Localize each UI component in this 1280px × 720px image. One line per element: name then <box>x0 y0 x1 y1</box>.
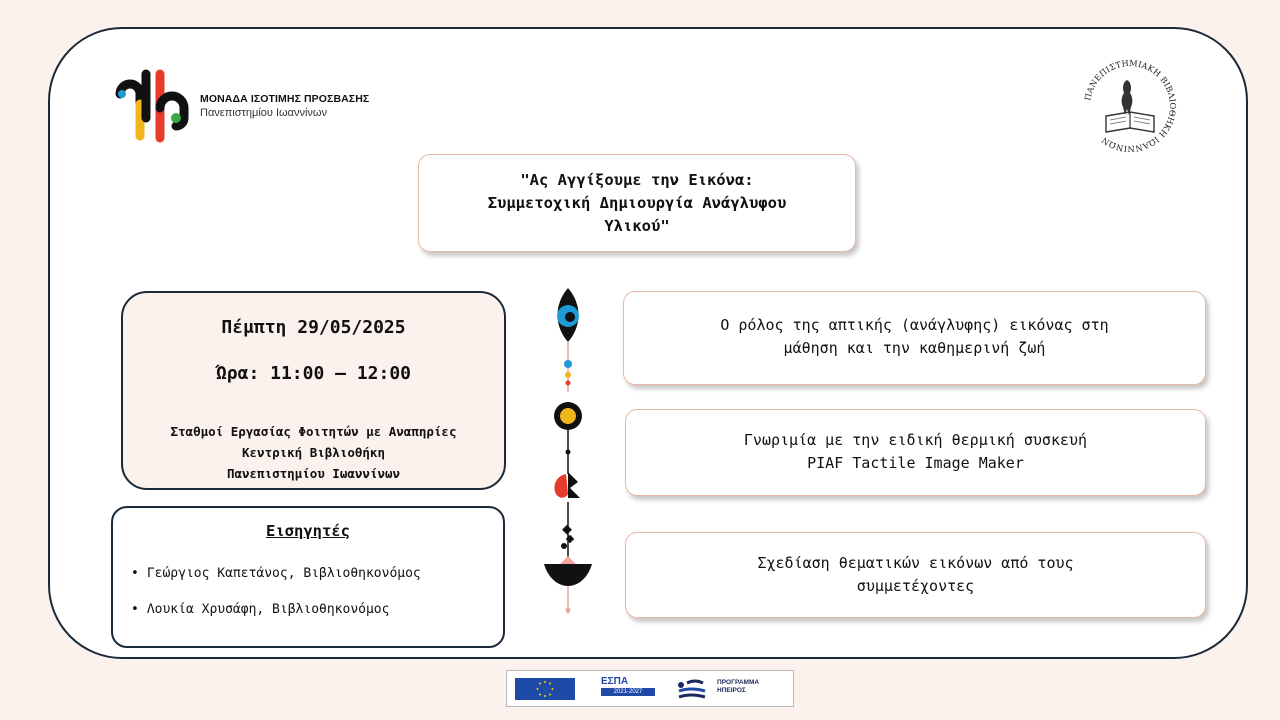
funding-logos <box>506 670 794 707</box>
event-title <box>418 154 856 252</box>
espa-years: 2021-2027 <box>601 688 655 696</box>
equal-access-logo-icon <box>110 66 192 146</box>
program-label <box>717 679 759 695</box>
venue-line-1: Σταθμοί Εργασίας Φοιτητών με Αναπηρίες <box>170 424 457 439</box>
event-venue <box>123 421 504 484</box>
title-line-2: Συμμετοχική Δημιουργία Ανάγλυφου <box>487 193 787 212</box>
venue-line-2: Κεντρική Βιβλιοθήκη <box>242 445 385 460</box>
event-date: Πέμπτη 29/05/2025 <box>221 317 406 338</box>
unit-university: Πανεπιστημίου Ιωαννίνων <box>200 107 327 119</box>
topic-line: μάθηση και την καθημερινή ζωή <box>783 339 1046 357</box>
speaker-name: Γεώργιος Καπετάνος, Βιβλιοθηκονόμος <box>146 566 421 581</box>
seal-text: ΠΑΝΕΠΙΣΤΗΜΙΑΚΗ ΒΙΒΛΙΟΘΗΚΗ ΙΩΑΝΝΙΝΩΝ <box>1082 58 1178 154</box>
bowl-shape-icon <box>544 564 592 586</box>
bullet-icon: • <box>131 602 139 617</box>
topic-line: Ο ρόλος της απτικής (ανάγλυφης) εικόνας στη <box>720 316 1109 334</box>
topic-line: Σχεδίαση θεματικών εικόνων από τους <box>757 554 1074 572</box>
speaker-name: Λουκία Χρυσάφη, Βιβλιοθηκονόμος <box>146 602 390 617</box>
topic-item <box>625 532 1206 618</box>
topic-item <box>623 291 1206 385</box>
library-seal-icon <box>1082 58 1178 154</box>
program-line-2: ΗΠΕΙΡΟΣ <box>717 687 746 694</box>
speakers-heading: Εισηγητές <box>266 522 350 540</box>
topic-line: PIAF Tactile Image Maker <box>807 454 1024 472</box>
program-mark-icon <box>673 677 713 701</box>
title-line-1: "Ας Αγγίξουμε την Εικόνα: <box>520 170 754 189</box>
espa-label: ΕΣΠΑ <box>601 676 629 687</box>
topic-line: συμμετέχοντες <box>856 577 975 595</box>
leaf-shape-icon <box>554 474 568 498</box>
unit-logo <box>110 66 369 146</box>
bullet-icon: • <box>131 566 139 581</box>
title-line-3: Υλικού" <box>604 216 670 235</box>
eu-flag-icon <box>515 678 575 700</box>
topic-item <box>625 409 1206 496</box>
program-line-1: ΠΡΟΓΡΑΜΜΑ <box>717 679 760 686</box>
speakers-panel <box>111 506 505 648</box>
speaker-item <box>131 566 421 581</box>
decorative-column <box>540 284 596 620</box>
event-details <box>121 291 506 490</box>
topic-line: Γνωριμία με την ειδική θερμική συσκευή <box>743 431 1088 449</box>
venue-line-3: Πανεπιστημίου Ιωαννίνων <box>226 466 401 481</box>
speaker-item <box>131 602 389 617</box>
event-time: Ώρα: 11:00 – 12:00 <box>215 363 412 384</box>
unit-name: ΜΟΝΑΔΑ ΙΣΟΤΙΜΗΣ ΠΡΟΣΒΑΣΗΣ <box>200 93 370 105</box>
